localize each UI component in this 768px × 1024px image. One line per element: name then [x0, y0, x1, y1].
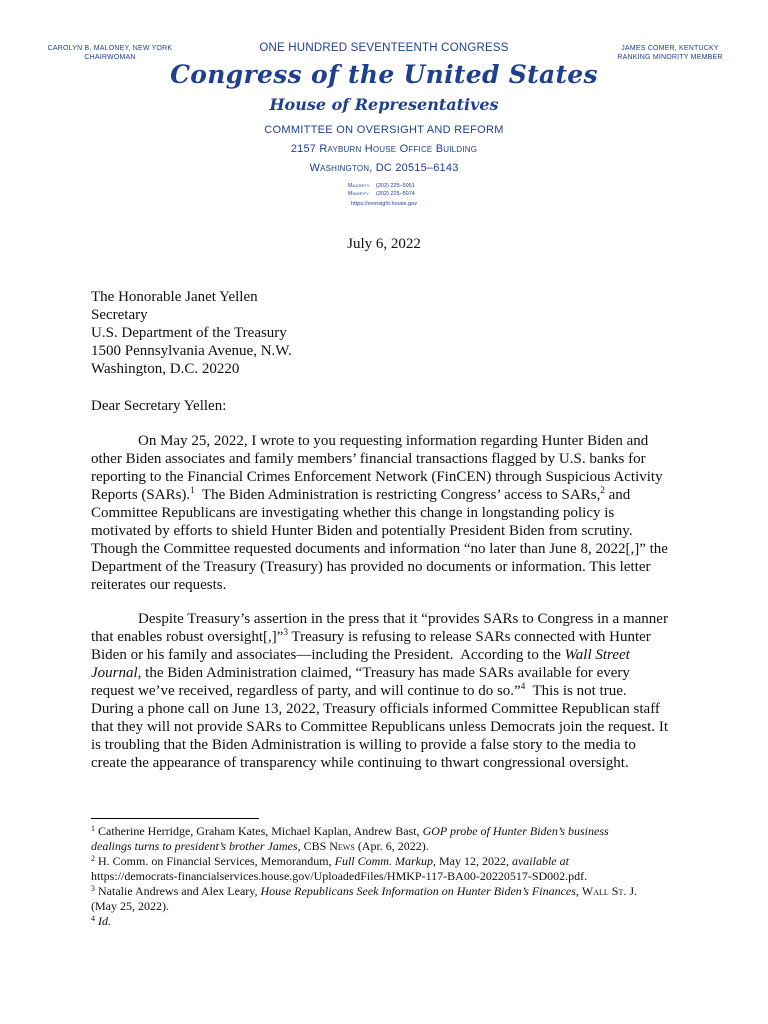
text-run: Catherine Herridge, Graham Kates, Michael Kaplan, Andrew Bast,: [95, 824, 423, 838]
footnote-number: 3: [91, 884, 95, 893]
footnote-ref[interactable]: 3: [283, 627, 288, 637]
addressee-line: 1500 Pennsylvania Avenue, N.W.: [91, 343, 292, 359]
committee-name: COMMITTEE ON OVERSIGHT AND REFORM: [264, 124, 504, 136]
text-run: and: [604, 487, 631, 503]
paragraph-line: [91, 628, 681, 646]
publication-name: News: [329, 839, 355, 853]
paragraph-line: reiterates our requests.: [91, 577, 227, 593]
majority-label: Majority: [348, 183, 370, 189]
house-title: House of Representatives: [269, 95, 499, 114]
text-run: The Biden Administration is restricting Congress’ access to SARs,: [194, 487, 601, 503]
footnote-3: [91, 884, 691, 899]
website-link[interactable]: https://oversight.house.gov: [351, 201, 417, 207]
chair-name: CAROLYN B. MALONEY, NEW YORK: [47, 45, 173, 52]
paragraph-line: Committee Republicans are investigating whether this change in longstanding policy is: [91, 505, 615, 521]
addressee-line: Secretary: [91, 307, 148, 323]
congress-title: Congress of the United States: [170, 60, 598, 89]
addressee-line: The Honorable Janet Yellen: [91, 289, 258, 305]
congress-number: ONE HUNDRED SEVENTEENTH CONGRESS: [259, 42, 509, 54]
paragraph-line: [91, 682, 681, 700]
footnote-ref[interactable]: 4: [520, 681, 526, 691]
text-run: Treasury is refusing to release SARs connected with Hunter: [287, 629, 651, 645]
minority-phone: (202) 225–5074: [376, 191, 415, 197]
paragraph-line: [91, 646, 681, 664]
addressee-block: [91, 288, 292, 378]
text-run: available at: [511, 854, 569, 868]
address-line-2: Washington, DC 20515–6143: [309, 162, 459, 174]
text-run: request we’ve received, regardless of party, and will continue to do so.”: [91, 683, 521, 699]
paragraph-line: Though the Committee requested documents and information “no later than June 8, 2022[,]” the: [91, 541, 668, 557]
footnote-2-url[interactable]: https://democrats-financialservices.house.gov/UploadedFiles/HMKP-117-BA00-20220517-SD002.pdf.: [91, 869, 588, 883]
paragraph-line: reporting to the Financial Crimes Enforcement Network (FinCEN) through Suspicious Activity: [91, 469, 663, 485]
addressee-line: U.S. Department of the Treasury: [91, 325, 287, 341]
chair-title: CHAIRWOMAN: [84, 54, 136, 61]
paragraph-line: On May 25, 2022, I wrote to you requesting information regarding Hunter Biden and: [138, 433, 649, 449]
addressee-line: Washington, D.C. 20220: [91, 361, 240, 377]
article-title: dealings turns to president’s brother James: [91, 839, 298, 853]
ranking-member-title: RANKING MINORITY MEMBER: [617, 54, 723, 61]
paragraph-line: that they will not provide SARs to Committee Republicans unless Democrats join the request. It: [91, 719, 668, 735]
article-title: House Republicans Seek Information on Hunter Biden’s Finances: [260, 884, 576, 898]
text-run: , CBS: [297, 839, 330, 853]
publication-title: Wall Street: [564, 647, 630, 663]
paragraph-line: Despite Treasury’s assertion in the press that it “provides SARs to Congress in a manner: [138, 611, 668, 627]
text-run: (Apr. 6, 2022).: [354, 839, 429, 853]
publication-name: Wall St. J.: [581, 884, 637, 898]
text-run: Id.: [95, 914, 111, 928]
minority-label: Minority: [348, 191, 369, 197]
text-run: that enables robust oversight[,]”: [91, 629, 284, 645]
letter-date: July 6, 2022: [347, 236, 421, 252]
majority-phone: (202) 225–5051: [376, 183, 415, 189]
phone-numbers: [348, 182, 415, 198]
footnote-3-cont: (May 25, 2022).: [91, 899, 169, 913]
paragraph-line: Department of the Treasury (Treasury) has provided no documents or information. This letter: [91, 559, 651, 575]
footnote-number: 4: [91, 914, 95, 923]
text-run: Biden or his family and associates—including the President. According to the: [91, 647, 565, 663]
paragraph-1: [91, 432, 681, 594]
paragraph-line: create the appearance of transparency while continuing to thwart congressional oversight.: [91, 755, 629, 771]
paragraph-line: other Biden associates and family members’ financial transactions flagged by U.S. banks for: [91, 451, 646, 467]
text-run: H. Comm. on Financial Services, Memorandum,: [95, 854, 335, 868]
text-run: Reports (SARs).: [91, 487, 191, 503]
document-title: Full Comm. Markup: [334, 854, 433, 868]
text-run: , May 12, 2022,: [432, 854, 512, 868]
footnote-divider: [91, 818, 259, 819]
paragraph-line: is troubling that the Biden Administration is willing to provide a false story to the media to: [91, 737, 636, 753]
text-run: Natalie Andrews and Alex Leary,: [95, 884, 261, 898]
salutation: Dear Secretary Yellen:: [91, 398, 227, 414]
footnote-ref[interactable]: 1: [190, 485, 195, 495]
footnote-1: [91, 824, 691, 839]
paragraph-line: [91, 486, 681, 504]
publication-title: Journal: [91, 665, 138, 681]
footnote-number: 1: [91, 824, 95, 833]
footnote-2: [91, 854, 691, 869]
paragraph-line: During a phone call on June 13, 2022, Treasury officials informed Committee Republican staff: [91, 701, 660, 717]
footnote-number: 2: [91, 854, 95, 863]
address-line-1: 2157 Rayburn House Office Building: [290, 143, 478, 155]
text-run: This is not true.: [525, 683, 627, 699]
text-run: , the Biden Administration claimed, “Treasury has made SARs available for every: [137, 665, 630, 681]
footnote-4: [91, 914, 691, 929]
ranking-member-name: JAMES COMER, KENTUCKY: [621, 45, 719, 52]
article-title: GOP probe of Hunter Biden’s business: [422, 824, 609, 838]
footnote-ref[interactable]: 2: [600, 485, 605, 495]
footnotes: [91, 824, 691, 929]
paragraph-line: [91, 664, 681, 682]
paragraph-line: motivated by efforts to shield Hunter Biden and potentially President Biden from scrutiny.: [91, 523, 633, 539]
paragraph-2: [91, 610, 681, 772]
text-run: ,: [575, 884, 582, 898]
footnote-1-cont: [91, 839, 691, 854]
